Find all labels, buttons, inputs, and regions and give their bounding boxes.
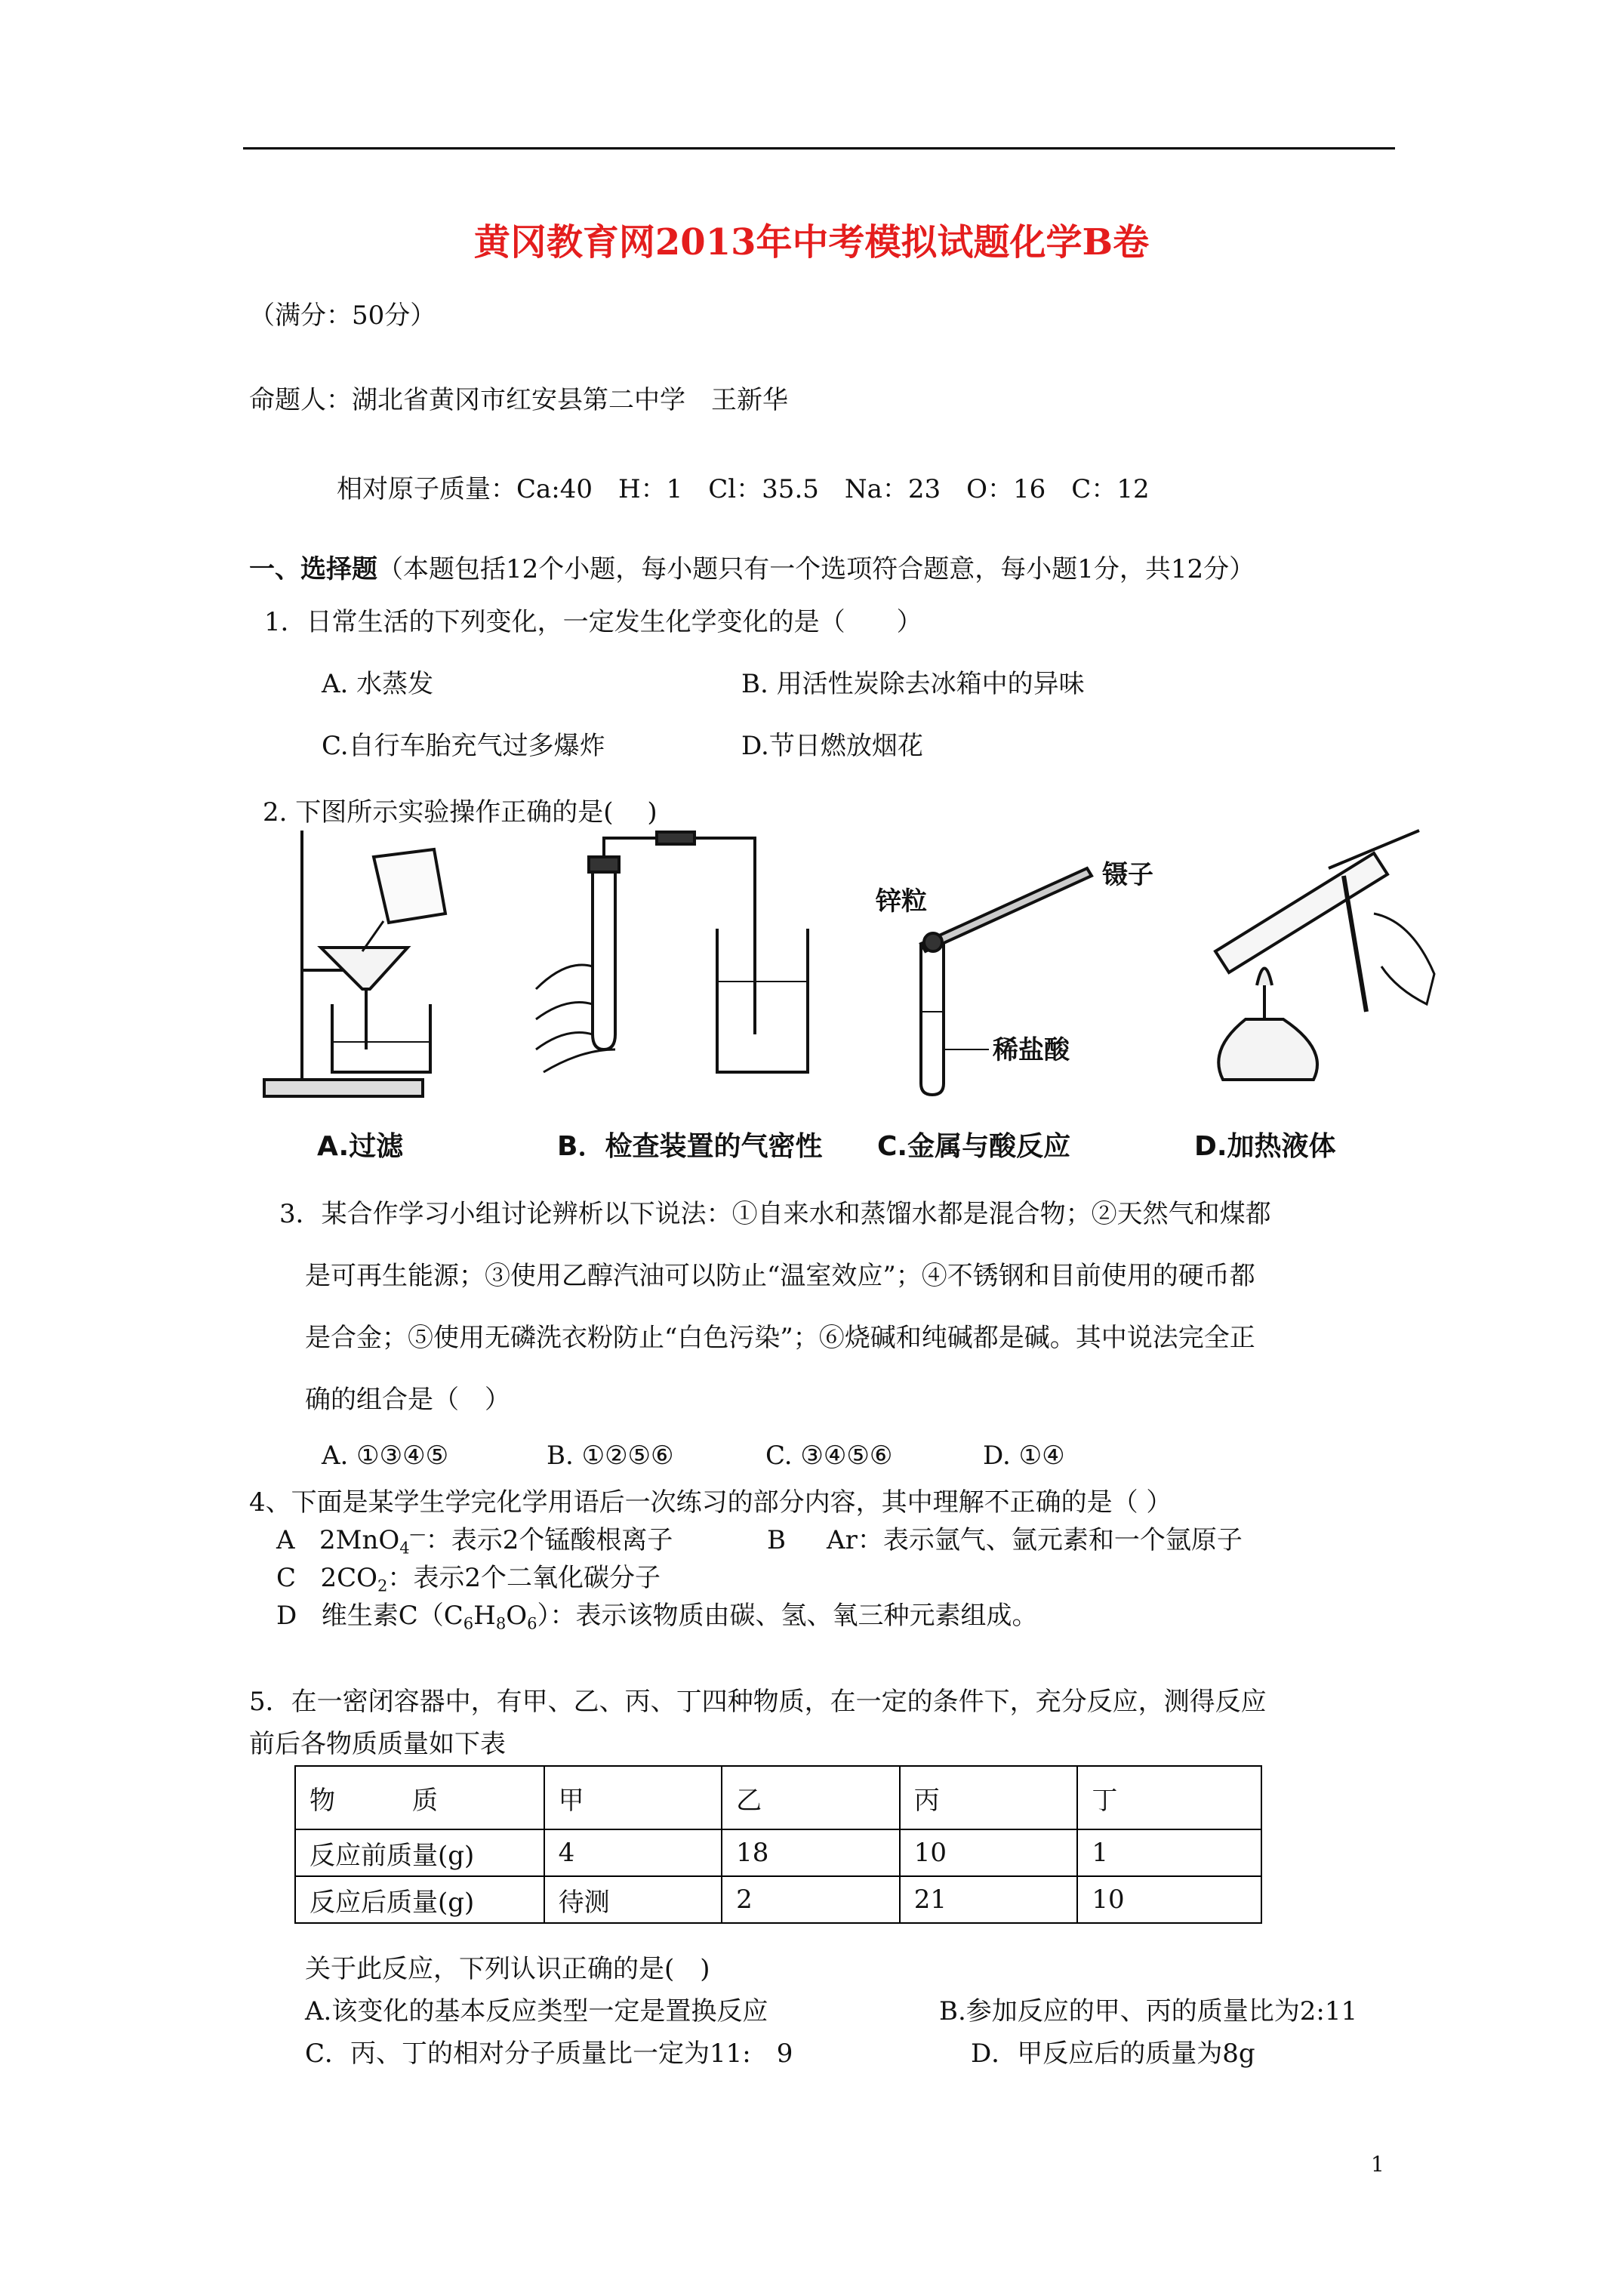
metal-acid-figure [861, 823, 1185, 1110]
atomic-masses: 相对原子质量：Ca:40 H：1 Cl：35.5 Na：23 O：16 C：12 [337, 474, 1150, 504]
label-tweezers: 镊子 [1102, 860, 1153, 890]
q2-stem: 2. 下图所示实验操作正确的是( ) [263, 797, 658, 827]
table-cell: 丙 [900, 1766, 1078, 1829]
q4-option-d [276, 1595, 1038, 1632]
q1-option-d: D.节日燃放烟花 [741, 731, 923, 761]
table-cell: 丁 [1077, 1766, 1261, 1829]
q3-line3: 是合金；⑤使用无磷洗衣粉防止“白色污染”；⑥烧碱和纯碱都是碱。其中说法完全正 [305, 1323, 1255, 1353]
q4-option-a [276, 1519, 673, 1557]
q5-option-d: D．甲反应后的质量为8g [971, 2039, 1255, 2069]
q4-d-label: D [276, 1601, 297, 1631]
section-title-bold: 一、选择题 [249, 554, 377, 584]
table-cell: 4 [544, 1829, 722, 1876]
section-heading [249, 548, 1255, 585]
table-cell: 18 [722, 1829, 900, 1876]
q4-b-text: Ar：表示氩气、氩元素和一个氩原子 [827, 1525, 1243, 1555]
q4-d-sub3: 6 [527, 1613, 537, 1633]
caption-b: B．检查装置的气密性 [557, 1131, 823, 1162]
top-rule [243, 147, 1395, 149]
table-cell: 乙 [722, 1766, 900, 1829]
section-title-rest: （本题包括12个小题，每小题只有一个选项符合题意，每小题1分，共12分） [377, 554, 1255, 584]
q3-option-b: B. ①②⑤⑥ [547, 1441, 674, 1471]
q3-line4: 确的组合是（ ） [305, 1385, 510, 1415]
table-cell: 物 质 [295, 1766, 544, 1829]
q4-a-superscript: — [409, 1524, 426, 1543]
q5-question: 关于此反应，下列认识正确的是( ) [305, 1954, 710, 1984]
table-cell: 21 [900, 1876, 1078, 1923]
q1-option-a: A. 水蒸发 [322, 669, 434, 699]
label-zinc: 锌粒 [876, 886, 927, 917]
full-score: （满分：50分） [249, 300, 436, 331]
q4-a-formula: 2MnO [319, 1525, 400, 1555]
q4-d-pre: 维生素C（C [321, 1601, 463, 1631]
table-header-row [295, 1766, 1261, 1829]
q1-stem: 1．日常生活的下列变化，一定发生化学变化的是（ ） [264, 607, 922, 637]
q4-a-subscript: 4 [399, 1538, 410, 1558]
q5-option-c: C．丙、丁的相对分子质量比一定为11: 9 [305, 2039, 793, 2069]
q4-option-c [276, 1557, 661, 1595]
q4-c-formula: 2CO [320, 1563, 377, 1593]
page-title: 黄冈教育网2013年中考模拟试题化学B卷 [473, 221, 1150, 264]
label-acid: 稀盐酸 [993, 1035, 1070, 1065]
q3-option-a: A. ①③④⑤ [322, 1441, 449, 1471]
table-cell: 甲 [544, 1766, 722, 1829]
q4-c-subscript: 2 [377, 1576, 388, 1595]
q1-option-c: C.自行车胎充气过多爆炸 [322, 731, 605, 761]
q5-line2: 前后各物质质量如下表 [249, 1729, 506, 1759]
table-cell: 1 [1077, 1829, 1261, 1876]
q4-option-b [767, 1519, 1243, 1556]
q4-stem: 4、下面是某学生学完化学用语后一次练习的部分内容，其中理解不正确的是（ ） [249, 1487, 1172, 1518]
table-cell: 10 [900, 1829, 1078, 1876]
q4-d-text: ）：表示该物质由碳、氢、氧三种元素组成。 [537, 1601, 1038, 1631]
q3-option-d: D. ①④ [983, 1441, 1065, 1471]
q5-option-a: A.该变化的基本反应类型一定是置换反应 [305, 1996, 768, 2026]
table-cell: 待测 [544, 1876, 722, 1923]
table-cell: 10 [1077, 1876, 1261, 1923]
q5-option-b: B.参加反应的甲、丙的质量比为2:11 [939, 1996, 1358, 2026]
table-cell: 反应前质量(g) [295, 1829, 544, 1876]
caption-c: C.金属与酸反应 [877, 1131, 1071, 1162]
heating-liquid-figure [1193, 823, 1449, 1110]
q4-c-label: C [276, 1563, 297, 1593]
caption-d: D.加热液体 [1194, 1131, 1336, 1162]
q4-c-text: ：表示2个二氧化碳分子 [387, 1563, 661, 1593]
mass-table [294, 1765, 1262, 1924]
airtightness-figure [521, 823, 830, 1110]
table-cell: 反应后质量(g) [295, 1876, 544, 1923]
author-line: 命题人：湖北省黄冈市红安县第二中学 王新华 [249, 385, 788, 415]
q4-b-label: B [767, 1525, 786, 1555]
page-number: 1 [1371, 2152, 1384, 2177]
q5-line1: 5．在一密闭容器中，有甲、乙、丙、丁四种物质，在一定的条件下，充分反应，测得反应 [249, 1687, 1267, 1717]
q4-d-sub2: 8 [495, 1613, 507, 1633]
q3-option-c: C. ③④⑤⑥ [765, 1441, 893, 1471]
q4-d-sub1: 6 [463, 1613, 474, 1633]
q4-a-text: ：表示2个锰酸根离子 [425, 1525, 673, 1555]
q1-option-b: B. 用活性炭除去冰箱中的异味 [741, 669, 1085, 699]
q4-d-h: H [473, 1601, 496, 1631]
filtration-figure [249, 823, 476, 1110]
table-row [295, 1829, 1261, 1876]
table-row [295, 1876, 1261, 1923]
q3-line1: 3．某合作学习小组讨论辨析以下说法：①自来水和蒸馏水都是混合物；②天然气和煤都 [279, 1199, 1271, 1229]
caption-a: A.过滤 [317, 1131, 404, 1162]
q4-a-label: A [276, 1525, 295, 1555]
q4-d-o: O [506, 1601, 528, 1631]
q3-line2: 是可再生能源；③使用乙醇汽油可以防止“温室效应”；④不锈钢和目前使用的硬币都 [305, 1261, 1255, 1291]
table-cell: 2 [722, 1876, 900, 1923]
